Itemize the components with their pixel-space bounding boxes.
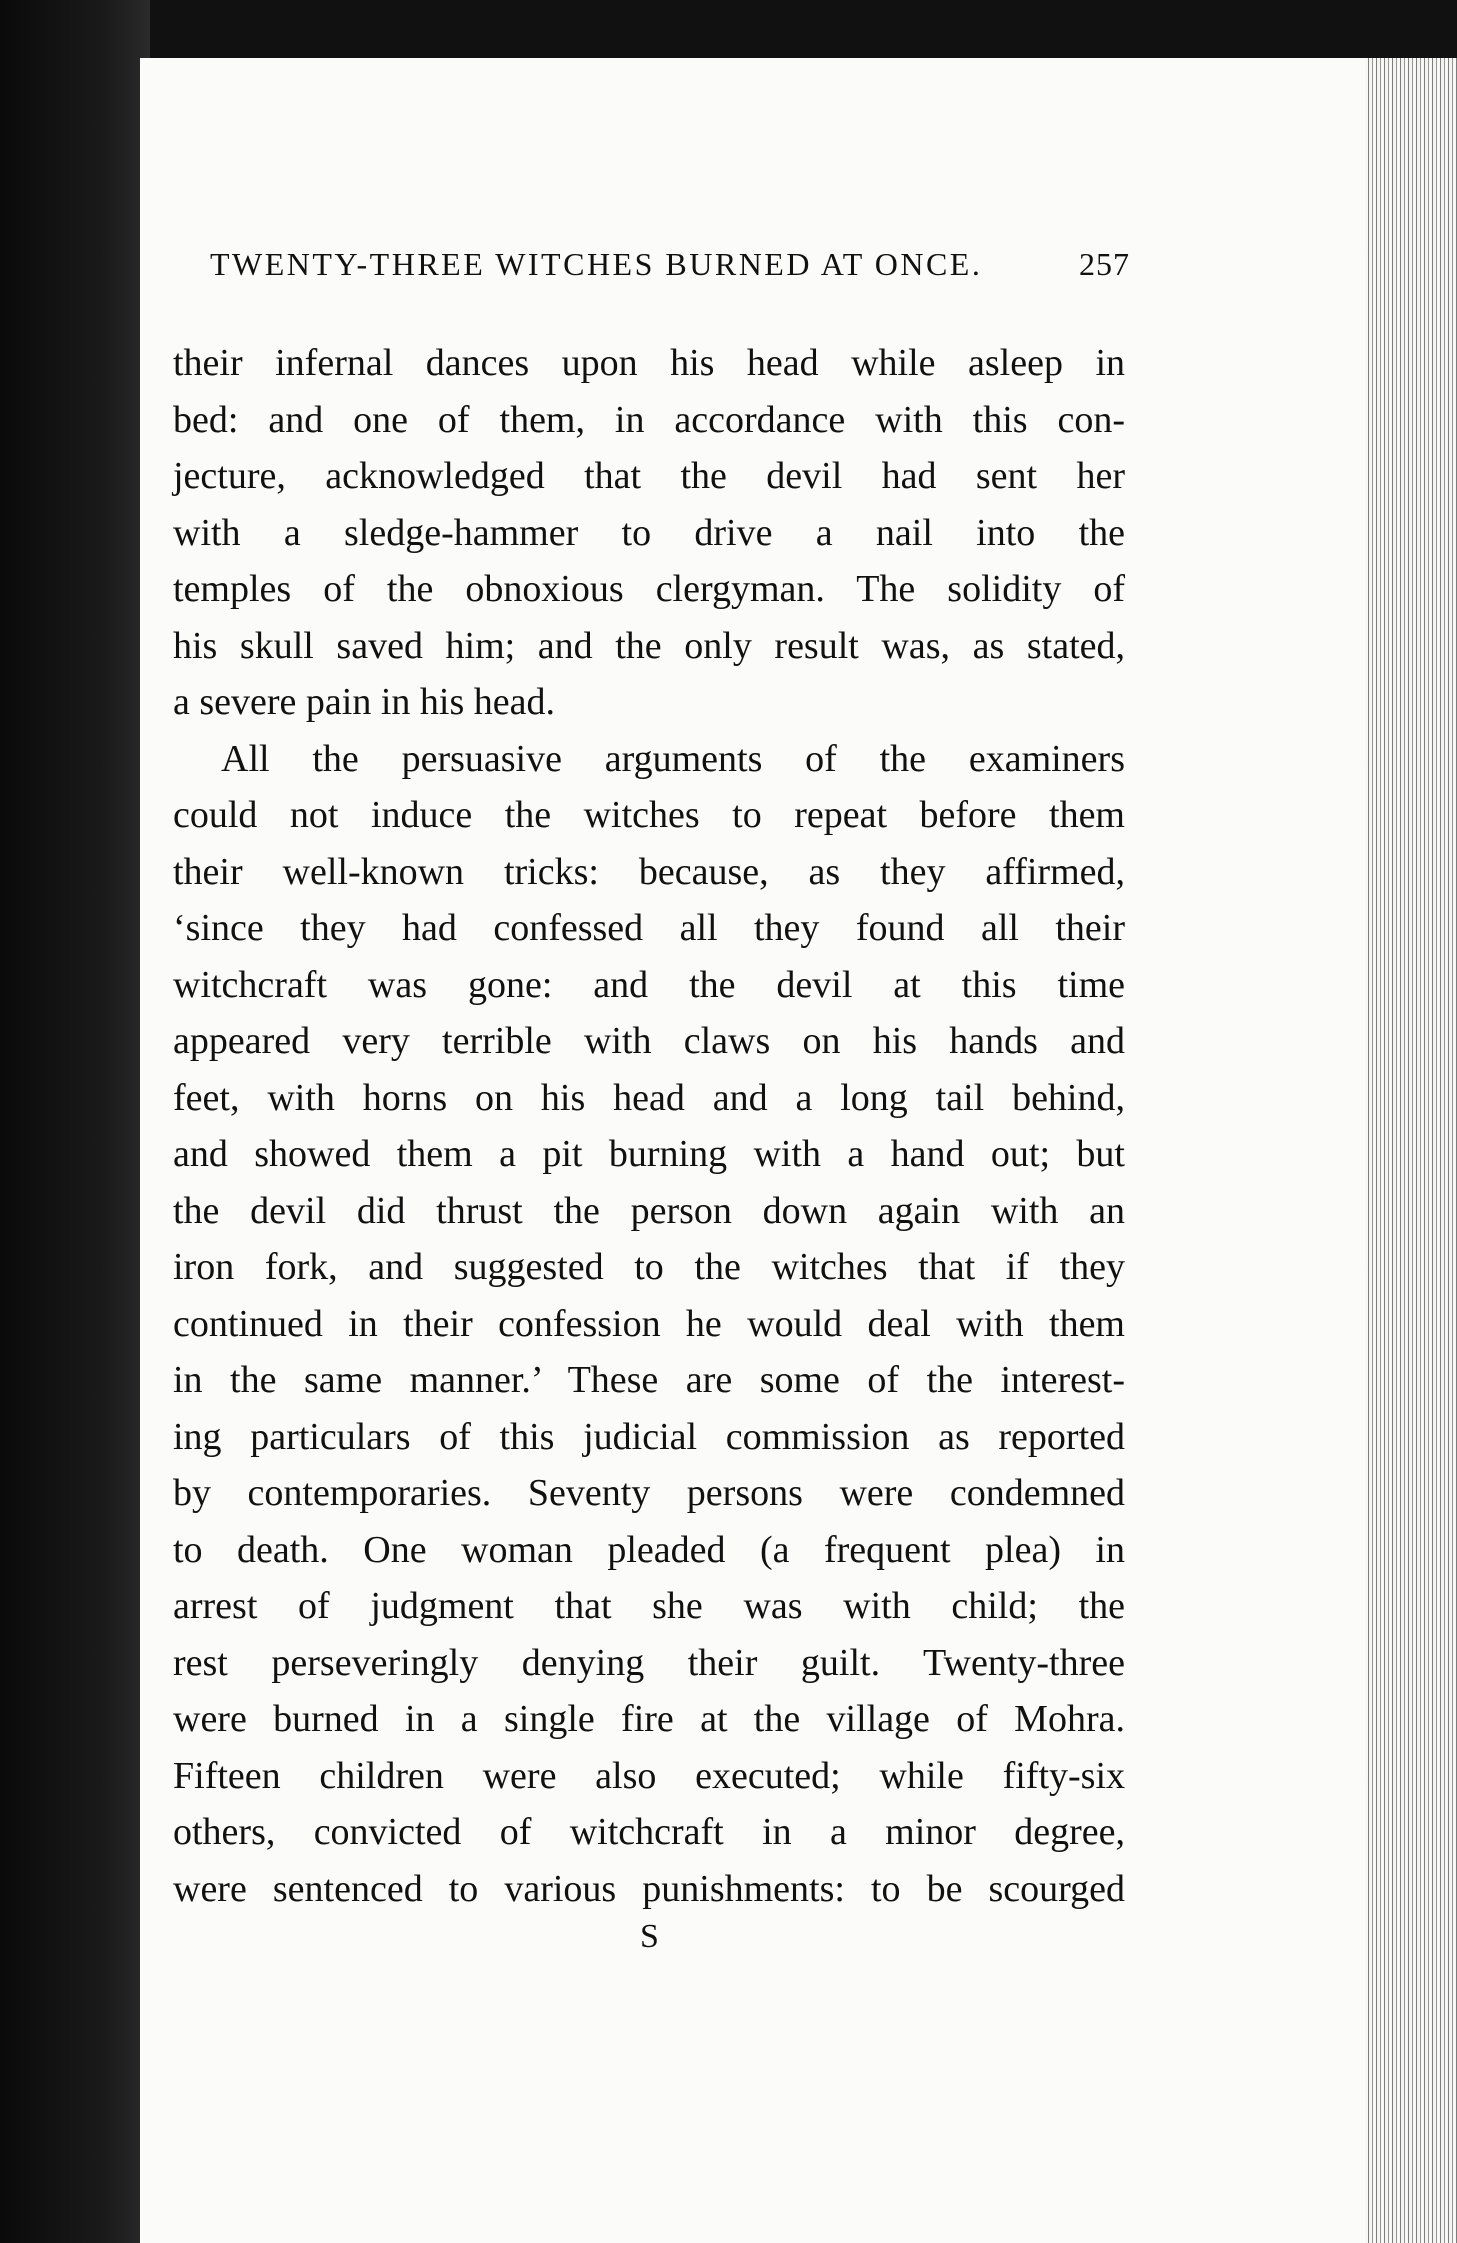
text-line: Fifteen children were also executed; while fifty-six — [173, 1754, 1125, 1797]
text-line: their infernal dances upon his head while asleep in — [173, 342, 1125, 384]
text-line: their well-known tricks: because, as they affirmed, — [173, 850, 1125, 893]
text-line: ‘since they had confessed all they found all their — [173, 907, 1125, 949]
text-line: jecture, acknowledged that the devil had sent her — [173, 455, 1125, 497]
text-line: bed: and one of them, in accordance with this con- — [173, 398, 1125, 441]
paragraph-end-line: a severe pain in his head. — [173, 681, 555, 723]
book-gutter-shadow — [0, 0, 150, 2243]
page-number: 257 — [1079, 246, 1130, 282]
text-line: arrest of judgment that she was with child; the — [173, 1585, 1125, 1627]
text-line: temples of the obnoxious clergyman. The solidity of — [173, 568, 1125, 610]
text-line: and showed them a pit burning with a hand out; but — [173, 1133, 1125, 1175]
running-head: TWENTY-THREE WITCHES BURNED AT ONCE. — [210, 246, 983, 282]
text-line: feet, with horns on his head and a long tail behind, — [173, 1076, 1125, 1119]
paragraph-start-line: All the persuasive arguments of the examiners — [221, 737, 1125, 780]
text-line: witchcraft was gone: and the devil at this time — [173, 963, 1125, 1006]
text-line: others, convicted of witchcraft in a minor degree, — [173, 1811, 1125, 1853]
text-line: iron fork, and suggested to the witches that if they — [173, 1246, 1125, 1288]
text-line: could not induce the witches to repeat before them — [173, 794, 1125, 836]
text-line: in the same manner.’ These are some of the interest- — [173, 1359, 1125, 1401]
text-line: ing particulars of this judicial commission as reported — [173, 1415, 1125, 1458]
text-line: by contemporaries. Seventy persons were condemned — [173, 1472, 1125, 1514]
page-header — [210, 246, 1130, 283]
text-line: with a sledge-hammer to drive a nail into the — [173, 511, 1125, 554]
text-line: were sentenced to various punishments: to be scourged — [173, 1867, 1125, 1910]
page-fore-edge — [1365, 58, 1457, 2243]
text-line: to death. One woman pleaded (a frequent plea) in — [173, 1528, 1125, 1571]
body-text — [173, 335, 1125, 1917]
text-line: rest perseveringly denying their guilt. Twenty-three — [173, 1641, 1125, 1684]
text-line: continued in their confession he would deal with them — [173, 1302, 1125, 1345]
text-line: were burned in a single fire at the village of Mohra. — [173, 1698, 1125, 1740]
text-line: his skull saved him; and the only result was, as stated, — [173, 624, 1125, 667]
text-line: the devil did thrust the person down again with an — [173, 1189, 1125, 1232]
text-line: appeared very terrible with claws on his hands and — [173, 1020, 1125, 1062]
signature-mark: S — [640, 1918, 659, 1955]
